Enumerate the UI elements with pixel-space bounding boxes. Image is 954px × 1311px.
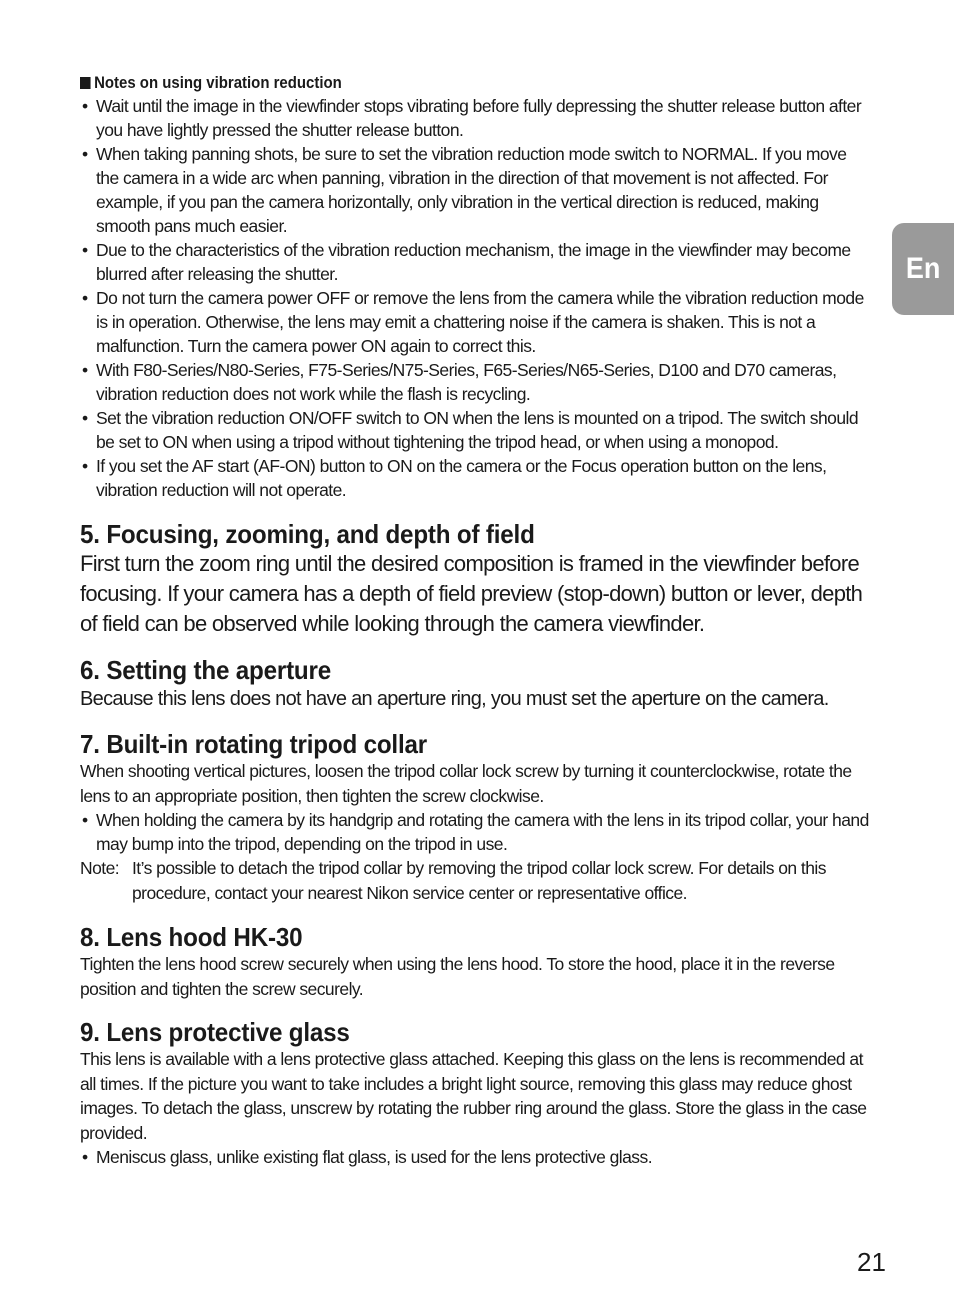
tripod-bullet: • When holding the camera by its handgrip and rotating the camera with the lens in its tripod collar, your hand may bump into the tripod, depending on the tripod in use. xyxy=(80,808,870,856)
section-title: 8. Lens hood HK-30 xyxy=(80,922,303,952)
square-bullet-icon xyxy=(80,77,91,89)
note-item: • Set the vibration reduction ON/OFF switch to ON when the lens is mounted on a tripod. The switch should be set to ON when using a tripod without tightening the tripod head, or when using a monopod. xyxy=(80,406,870,454)
section-aperture xyxy=(80,655,870,713)
section-body: Tighten the lens hood screw securely when using the lens hood. To store the hood, place it in the reverse position and tighten the screw securely. xyxy=(80,954,835,999)
section-body: First turn the zoom ring until the desired composition is framed in the viewfinder before focusing. If your camera has a depth of field preview (stop-down) button or lever, depth of field can be observed while looking through the camera viewfinder. xyxy=(80,551,863,636)
note-label: Note: xyxy=(80,858,120,878)
note-item: • Do not turn the camera power OFF or remove the lens from the camera while the vibration reduction mode is in operation. Otherwise, the lens may emit a chattering noise if the camera is shaken. This is not a malfunction. Turn the camera power ON again to correct this. xyxy=(80,286,870,358)
section-title: 9. Lens protective glass xyxy=(80,1017,350,1047)
language-tab xyxy=(892,223,954,315)
manual-page xyxy=(80,72,870,1169)
notes-list xyxy=(80,94,870,502)
section-title: 5. Focusing, zooming, and depth of field xyxy=(80,519,535,549)
note-item: • When taking panning shots, be sure to set the vibration reduction mode switch to NORMAL. If you move the camera in a wide arc when panning, vibration in the direction of that movement is not affected. For example, if you pan the camera horizontally, only vibration in the vertical direction is reduced, making smooth pans much easier. xyxy=(80,142,870,238)
tripod-note xyxy=(80,856,870,906)
note-item: • Wait until the image in the viewfinder stops vibrating before fully depressing the shutter release button after you have lightly pressed the shutter release button. xyxy=(80,94,870,142)
section-body: This lens is available with a lens protective glass attached. Keeping this glass on the lens is recommended at all times. If the picture you want to take includes a bright light source, removing this glass may reduce ghost images. To detach the glass, unscrew by rotating the rubber ring around the glass. Store the glass in the case provided. xyxy=(80,1049,867,1143)
glass-bullets xyxy=(80,1145,870,1169)
section-body: Because this lens does not have an aperture ring, you must set the aperture on the camera. xyxy=(80,688,829,710)
note-item: • If you set the AF start (AF-ON) button to ON on the camera or the Focus operation button on the lens, vibration reduction will not operate. xyxy=(80,454,870,502)
notes-heading xyxy=(80,72,775,94)
section-protective-glass xyxy=(80,1017,870,1169)
note-text: It’s possible to detach the tripod collar by removing the tripod collar lock screw. For details on this procedure, contact your nearest Nikon service center or representative office. xyxy=(132,858,826,903)
note-item: • Due to the characteristics of the vibration reduction mechanism, the image in the viewfinder may become blurred after releasing the shutter. xyxy=(80,238,870,286)
notes-heading-text: Notes on using vibration reduction xyxy=(94,73,342,92)
tripod-bullets xyxy=(80,808,870,856)
glass-bullet: • Meniscus glass, unlike existing flat glass, is used for the lens protective glass. xyxy=(80,1145,870,1169)
language-tab-label: En xyxy=(905,252,941,285)
section-focusing xyxy=(80,519,870,639)
section-title: 6. Setting the aperture xyxy=(80,655,332,685)
section-lens-hood xyxy=(80,922,870,1001)
section-body: When shooting vertical pictures, loosen the tripod collar lock screw by turning it counterclockwise, rotate the lens to an appropriate position, then tighten the screw clockwise. xyxy=(80,761,852,806)
section-tripod-collar xyxy=(80,729,870,906)
section-title: 7. Built-in rotating tripod collar xyxy=(80,729,427,759)
note-item: • With F80-Series/N80-Series, F75-Series/N75-Series, F65-Series/N65-Series, D100 and D70 cameras, vibration reduction does not work while the flash is recycling. xyxy=(80,358,870,406)
page-number: 21 xyxy=(857,1247,886,1277)
